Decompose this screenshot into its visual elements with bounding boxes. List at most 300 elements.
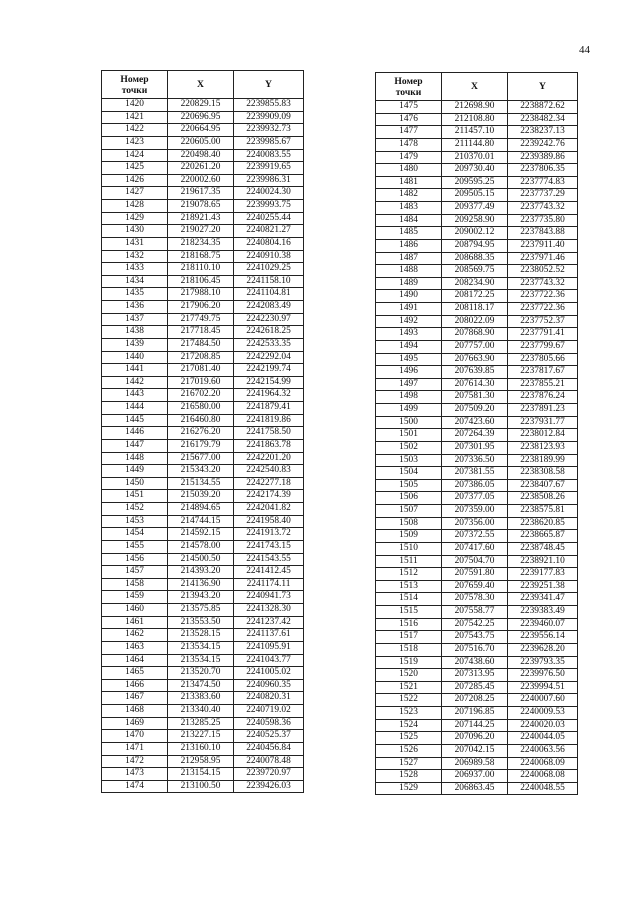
table-row xyxy=(102,439,304,452)
cell-point-number: 1443 xyxy=(102,389,168,402)
table-row xyxy=(102,578,304,591)
cell-y: 2239855.83 xyxy=(234,99,304,112)
cell-x: 209002.12 xyxy=(442,227,508,240)
cell-x: 207423.60 xyxy=(442,416,508,429)
table-row xyxy=(376,290,578,303)
table-row xyxy=(376,782,578,795)
cell-point-number: 1481 xyxy=(376,176,442,189)
cell-y: 2240044.05 xyxy=(508,732,578,745)
cell-x: 207313.95 xyxy=(442,669,508,682)
cell-point-number: 1444 xyxy=(102,402,168,415)
cell-y: 2241174.11 xyxy=(234,578,304,591)
table-row xyxy=(376,606,578,619)
cell-point-number: 1433 xyxy=(102,263,168,276)
cell-point-number: 1453 xyxy=(102,515,168,528)
cell-x: 214500.50 xyxy=(168,553,234,566)
cell-x: 218106.45 xyxy=(168,275,234,288)
cell-y: 2239993.75 xyxy=(234,200,304,213)
table-row xyxy=(376,429,578,442)
table-row xyxy=(102,641,304,654)
cell-point-number: 1497 xyxy=(376,378,442,391)
cell-point-number: 1459 xyxy=(102,591,168,604)
cell-y: 2240456.84 xyxy=(234,742,304,755)
cell-point-number: 1480 xyxy=(376,164,442,177)
cell-point-number: 1437 xyxy=(102,313,168,326)
cell-y: 2239994.51 xyxy=(508,681,578,694)
cell-y: 2239426.03 xyxy=(234,780,304,793)
cell-point-number: 1449 xyxy=(102,465,168,478)
table-row xyxy=(376,214,578,227)
cell-x: 213100.50 xyxy=(168,780,234,793)
table-row xyxy=(102,364,304,377)
cell-y: 2242201.20 xyxy=(234,452,304,465)
cell-x: 220664.95 xyxy=(168,124,234,137)
table-row xyxy=(102,490,304,503)
table-row xyxy=(102,275,304,288)
cell-point-number: 1470 xyxy=(102,730,168,743)
header-point-line2: точки xyxy=(121,84,148,96)
cell-y: 2241913.72 xyxy=(234,528,304,541)
cell-y: 2241543.55 xyxy=(234,553,304,566)
cell-y: 2237911.40 xyxy=(508,239,578,252)
cell-x: 217906.20 xyxy=(168,301,234,314)
cell-y: 2241863.78 xyxy=(234,439,304,452)
cell-y: 2241029.25 xyxy=(234,263,304,276)
cell-point-number: 1452 xyxy=(102,503,168,516)
cell-point-number: 1502 xyxy=(376,441,442,454)
table-row xyxy=(102,730,304,743)
table-row xyxy=(376,202,578,215)
table-row xyxy=(102,263,304,276)
cell-point-number: 1454 xyxy=(102,528,168,541)
cell-x: 207096.20 xyxy=(442,732,508,745)
cell-y: 2239242.76 xyxy=(508,138,578,151)
table-row xyxy=(376,441,578,454)
cell-point-number: 1521 xyxy=(376,681,442,694)
header-point-number xyxy=(102,71,168,99)
table-row xyxy=(376,656,578,669)
cell-y: 2238237.13 xyxy=(508,126,578,139)
cell-x: 207301.95 xyxy=(442,441,508,454)
cell-point-number: 1425 xyxy=(102,162,168,175)
table-row xyxy=(102,755,304,768)
cell-y: 2239177.83 xyxy=(508,568,578,581)
cell-point-number: 1486 xyxy=(376,239,442,252)
cell-y: 2242199.74 xyxy=(234,364,304,377)
cell-y: 2241158.10 xyxy=(234,275,304,288)
cell-point-number: 1431 xyxy=(102,237,168,250)
coordinates-table-right xyxy=(375,72,578,795)
table-row xyxy=(102,692,304,705)
cell-y: 2237735.80 xyxy=(508,214,578,227)
cell-point-number: 1478 xyxy=(376,138,442,151)
cell-y: 2238189.99 xyxy=(508,454,578,467)
cell-point-number: 1430 xyxy=(102,225,168,238)
table-row xyxy=(102,250,304,263)
cell-point-number: 1509 xyxy=(376,530,442,543)
cell-x: 218921.43 xyxy=(168,212,234,225)
cell-y: 2239389.86 xyxy=(508,151,578,164)
cell-y: 2237791.41 xyxy=(508,328,578,341)
cell-y: 2238921.10 xyxy=(508,555,578,568)
table-row xyxy=(376,239,578,252)
cell-x: 213534.15 xyxy=(168,641,234,654)
cell-point-number: 1427 xyxy=(102,187,168,200)
cell-y: 2237876.24 xyxy=(508,391,578,404)
cell-point-number: 1503 xyxy=(376,454,442,467)
cell-x: 209258.90 xyxy=(442,214,508,227)
cell-x: 207196.85 xyxy=(442,707,508,720)
cell-x: 217988.10 xyxy=(168,288,234,301)
cell-y: 2238665.87 xyxy=(508,530,578,543)
cell-y: 2240941.73 xyxy=(234,591,304,604)
cell-point-number: 1468 xyxy=(102,705,168,718)
table-row xyxy=(102,654,304,667)
cell-point-number: 1493 xyxy=(376,328,442,341)
cell-y: 2240598.36 xyxy=(234,717,304,730)
cell-point-number: 1523 xyxy=(376,707,442,720)
table-row xyxy=(376,681,578,694)
cell-point-number: 1520 xyxy=(376,669,442,682)
table-body-right xyxy=(376,101,578,795)
cell-x: 219617.35 xyxy=(168,187,234,200)
table-row xyxy=(102,162,304,175)
cell-y: 2237805.66 xyxy=(508,353,578,366)
table-row xyxy=(102,616,304,629)
cell-x: 207285.45 xyxy=(442,681,508,694)
cell-x: 218234.35 xyxy=(168,237,234,250)
table-row xyxy=(376,757,578,770)
cell-x: 220261.20 xyxy=(168,162,234,175)
cell-point-number: 1518 xyxy=(376,643,442,656)
cell-point-number: 1439 xyxy=(102,338,168,351)
cell-y: 2240063.56 xyxy=(508,744,578,757)
cell-point-number: 1458 xyxy=(102,578,168,591)
cell-point-number: 1423 xyxy=(102,136,168,149)
cell-x: 208794.95 xyxy=(442,239,508,252)
cell-point-number: 1451 xyxy=(102,490,168,503)
cell-x: 214592.15 xyxy=(168,528,234,541)
cell-x: 213575.85 xyxy=(168,604,234,617)
cell-x: 207208.25 xyxy=(442,694,508,707)
cell-y: 2241964.32 xyxy=(234,389,304,402)
table-row xyxy=(102,604,304,617)
cell-y: 2237843.88 xyxy=(508,227,578,240)
cell-point-number: 1507 xyxy=(376,505,442,518)
header-x: X xyxy=(442,73,508,101)
cell-x: 217718.45 xyxy=(168,326,234,339)
cell-point-number: 1501 xyxy=(376,429,442,442)
cell-point-number: 1475 xyxy=(376,101,442,114)
cell-y: 2237743.32 xyxy=(508,277,578,290)
table-row xyxy=(102,477,304,490)
table-row xyxy=(376,366,578,379)
table-row xyxy=(376,505,578,518)
cell-y: 2239720.97 xyxy=(234,768,304,781)
cell-x: 207356.00 xyxy=(442,517,508,530)
cell-y: 2240820.31 xyxy=(234,692,304,705)
cell-point-number: 1499 xyxy=(376,404,442,417)
cell-x: 212958.95 xyxy=(168,755,234,768)
cell-x: 208022.09 xyxy=(442,315,508,328)
cell-point-number: 1477 xyxy=(376,126,442,139)
table-row xyxy=(102,288,304,301)
cell-x: 212698.90 xyxy=(442,101,508,114)
table-row xyxy=(376,315,578,328)
cell-point-number: 1479 xyxy=(376,151,442,164)
cell-point-number: 1476 xyxy=(376,113,442,126)
cell-x: 207042.15 xyxy=(442,744,508,757)
cell-point-number: 1461 xyxy=(102,616,168,629)
cell-x: 209595.25 xyxy=(442,176,508,189)
cell-point-number: 1463 xyxy=(102,641,168,654)
cell-x: 207558.77 xyxy=(442,606,508,619)
table-row xyxy=(376,126,578,139)
table-row xyxy=(376,479,578,492)
cell-y: 2242533.35 xyxy=(234,338,304,351)
table-row xyxy=(102,338,304,351)
table-row xyxy=(376,694,578,707)
table-row xyxy=(376,265,578,278)
cell-point-number: 1504 xyxy=(376,467,442,480)
cell-x: 220002.60 xyxy=(168,174,234,187)
table-row xyxy=(376,467,578,480)
cell-y: 2241137.61 xyxy=(234,629,304,642)
cell-x: 213340.40 xyxy=(168,705,234,718)
cell-y: 2237737.29 xyxy=(508,189,578,202)
cell-x: 213227.15 xyxy=(168,730,234,743)
cell-x: 218110.10 xyxy=(168,263,234,276)
cell-point-number: 1529 xyxy=(376,782,442,795)
table-row xyxy=(376,252,578,265)
table-row xyxy=(376,164,578,177)
cell-x: 216580.00 xyxy=(168,402,234,415)
cell-point-number: 1436 xyxy=(102,301,168,314)
cell-point-number: 1512 xyxy=(376,568,442,581)
table-body-left xyxy=(102,99,304,793)
cell-point-number: 1429 xyxy=(102,212,168,225)
cell-x: 217208.85 xyxy=(168,351,234,364)
cell-point-number: 1492 xyxy=(376,315,442,328)
cell-point-number: 1516 xyxy=(376,618,442,631)
table-row xyxy=(102,111,304,124)
cell-x: 207386.05 xyxy=(442,479,508,492)
table-row xyxy=(376,593,578,606)
cell-x: 209505.15 xyxy=(442,189,508,202)
table-row xyxy=(102,136,304,149)
cell-point-number: 1455 xyxy=(102,540,168,553)
cell-point-number: 1515 xyxy=(376,606,442,619)
cell-point-number: 1485 xyxy=(376,227,442,240)
cell-y: 2239932.73 xyxy=(234,124,304,137)
cell-point-number: 1491 xyxy=(376,303,442,316)
cell-x: 207868.90 xyxy=(442,328,508,341)
cell-x: 216702.20 xyxy=(168,389,234,402)
cell-x: 220605.00 xyxy=(168,136,234,149)
cell-point-number: 1495 xyxy=(376,353,442,366)
table-row xyxy=(102,225,304,238)
cell-y: 2239793.35 xyxy=(508,656,578,669)
cell-y: 2237817.67 xyxy=(508,366,578,379)
cell-y: 2240007.60 xyxy=(508,694,578,707)
table-row xyxy=(102,503,304,516)
table-header-row xyxy=(102,71,304,99)
cell-y: 2238308.58 xyxy=(508,467,578,480)
cell-x: 209730.40 xyxy=(442,164,508,177)
header-point-line1: Номер xyxy=(394,75,423,87)
table-row xyxy=(376,643,578,656)
cell-point-number: 1462 xyxy=(102,629,168,642)
cell-point-number: 1498 xyxy=(376,391,442,404)
cell-x: 213534.15 xyxy=(168,654,234,667)
table-row xyxy=(102,679,304,692)
header-y: Y xyxy=(508,73,578,101)
cell-y: 2238407.67 xyxy=(508,479,578,492)
cell-y: 2237806.35 xyxy=(508,164,578,177)
cell-point-number: 1482 xyxy=(376,189,442,202)
cell-x: 207543.75 xyxy=(442,631,508,644)
header-x: X xyxy=(168,71,234,99)
cell-y: 2241328.30 xyxy=(234,604,304,617)
table-row xyxy=(102,326,304,339)
cell-point-number: 1487 xyxy=(376,252,442,265)
cell-x: 206863.45 xyxy=(442,782,508,795)
cell-y: 2241879.41 xyxy=(234,402,304,415)
table-row xyxy=(102,515,304,528)
cell-y: 2238052.52 xyxy=(508,265,578,278)
cell-y: 2237743.32 xyxy=(508,202,578,215)
cell-point-number: 1435 xyxy=(102,288,168,301)
cell-x: 215134.55 xyxy=(168,477,234,490)
table-row xyxy=(376,138,578,151)
cell-x: 213553.50 xyxy=(168,616,234,629)
cell-x: 207663.90 xyxy=(442,353,508,366)
table-row xyxy=(376,719,578,732)
cell-y: 2241104.81 xyxy=(234,288,304,301)
table-row xyxy=(376,328,578,341)
table-row xyxy=(102,540,304,553)
cell-x: 220696.95 xyxy=(168,111,234,124)
table-row xyxy=(102,376,304,389)
cell-y: 2240525.37 xyxy=(234,730,304,743)
cell-x: 210370.01 xyxy=(442,151,508,164)
cell-x: 214136.90 xyxy=(168,578,234,591)
cell-x: 207438.60 xyxy=(442,656,508,669)
cell-x: 216460.80 xyxy=(168,414,234,427)
cell-y: 2239251.38 xyxy=(508,580,578,593)
table-row xyxy=(102,200,304,213)
table-row xyxy=(376,492,578,505)
cell-y: 2238012.84 xyxy=(508,429,578,442)
table-row xyxy=(376,669,578,682)
table-row xyxy=(102,187,304,200)
cell-y: 2239341.47 xyxy=(508,593,578,606)
cell-y: 2240068.08 xyxy=(508,770,578,783)
cell-y: 2242618.25 xyxy=(234,326,304,339)
cell-y: 2237722.36 xyxy=(508,290,578,303)
cell-point-number: 1441 xyxy=(102,364,168,377)
header-point-line1: Номер xyxy=(120,73,149,85)
cell-point-number: 1488 xyxy=(376,265,442,278)
table-row xyxy=(102,301,304,314)
cell-x: 207417.60 xyxy=(442,542,508,555)
cell-y: 2240910.38 xyxy=(234,250,304,263)
cell-y: 2239909.09 xyxy=(234,111,304,124)
cell-y: 2240960.35 xyxy=(234,679,304,692)
table-row xyxy=(376,770,578,783)
table-row xyxy=(102,389,304,402)
cell-point-number: 1524 xyxy=(376,719,442,732)
cell-point-number: 1445 xyxy=(102,414,168,427)
cell-y: 2241237.42 xyxy=(234,616,304,629)
cell-y: 2238508.26 xyxy=(508,492,578,505)
cell-y: 2242083.49 xyxy=(234,301,304,314)
cell-point-number: 1517 xyxy=(376,631,442,644)
cell-x: 213520.70 xyxy=(168,667,234,680)
table-header-row xyxy=(376,73,578,101)
table-row xyxy=(102,705,304,718)
cell-y: 2237774.83 xyxy=(508,176,578,189)
cell-y: 2241819.86 xyxy=(234,414,304,427)
table-row xyxy=(102,591,304,604)
cell-point-number: 1527 xyxy=(376,757,442,770)
cell-x: 207757.00 xyxy=(442,340,508,353)
table-row xyxy=(102,667,304,680)
cell-x: 213474.50 xyxy=(168,679,234,692)
cell-y: 2242292.04 xyxy=(234,351,304,364)
cell-point-number: 1422 xyxy=(102,124,168,137)
table-row xyxy=(102,427,304,440)
cell-y: 2239383.49 xyxy=(508,606,578,619)
cell-x: 207359.00 xyxy=(442,505,508,518)
cell-point-number: 1484 xyxy=(376,214,442,227)
cell-point-number: 1513 xyxy=(376,580,442,593)
cell-y: 2241743.15 xyxy=(234,540,304,553)
cell-point-number: 1467 xyxy=(102,692,168,705)
cell-x: 213285.25 xyxy=(168,717,234,730)
cell-point-number: 1489 xyxy=(376,277,442,290)
table-row xyxy=(376,744,578,757)
cell-x: 219027.20 xyxy=(168,225,234,238)
page-number: 44 xyxy=(579,44,590,56)
cell-x: 207381.55 xyxy=(442,467,508,480)
cell-point-number: 1426 xyxy=(102,174,168,187)
cell-x: 216276.20 xyxy=(168,427,234,440)
table-row xyxy=(376,542,578,555)
cell-point-number: 1457 xyxy=(102,566,168,579)
cell-y: 2238575.81 xyxy=(508,505,578,518)
cell-x: 207372.55 xyxy=(442,530,508,543)
cell-x: 213154.15 xyxy=(168,768,234,781)
cell-y: 2241095.91 xyxy=(234,641,304,654)
table-row xyxy=(376,555,578,568)
cell-y: 2237722.36 xyxy=(508,303,578,316)
cell-point-number: 1494 xyxy=(376,340,442,353)
table-row xyxy=(376,277,578,290)
cell-y: 2238482.34 xyxy=(508,113,578,126)
cell-y: 2240068.09 xyxy=(508,757,578,770)
cell-x: 207264.39 xyxy=(442,429,508,442)
cell-x: 212108.80 xyxy=(442,113,508,126)
cell-y: 2239919.65 xyxy=(234,162,304,175)
cell-x: 206937.00 xyxy=(442,770,508,783)
cell-x: 209377.49 xyxy=(442,202,508,215)
table-row xyxy=(376,340,578,353)
table-row xyxy=(376,404,578,417)
cell-y: 2237971.46 xyxy=(508,252,578,265)
cell-y: 2240020.03 xyxy=(508,719,578,732)
cell-x: 215343.20 xyxy=(168,465,234,478)
